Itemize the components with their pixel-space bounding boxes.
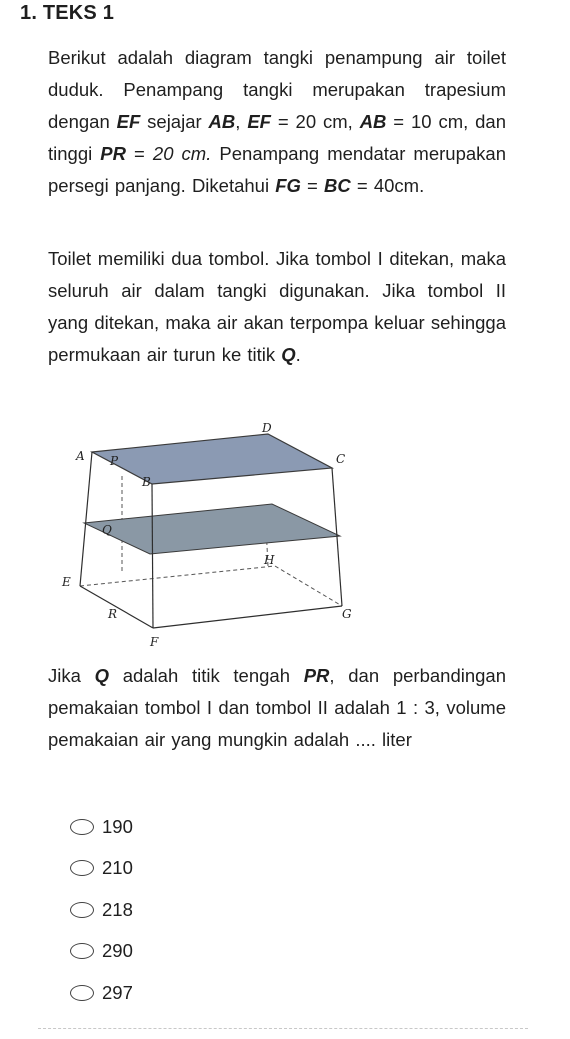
option-5[interactable] — [70, 972, 370, 1014]
edge-bottom-right-back — [275, 566, 342, 606]
question-paragraph-3: Jika Q adalah titik tengah PR, dan perbandingan pemakaian tombol I dan tombol II adalah 1 : 3, volume pemakaian air yang mungkin adalah .... liter — [48, 665, 506, 750]
option-label: 297 — [102, 981, 133, 1003]
divider — [38, 1028, 528, 1029]
option-label: 210 — [102, 857, 133, 879]
label-F: F — [150, 635, 159, 649]
label-G: G — [342, 607, 352, 621]
edge-bottom-back — [80, 566, 275, 586]
label-A: A — [76, 449, 85, 463]
option-label: 290 — [102, 940, 133, 962]
label-R: R — [108, 607, 118, 621]
answer-options — [70, 806, 370, 1014]
question-paragraph-2: Toilet memiliki dua tombol. Jika tombol I ditekan, maka seluruh air dalam tangki digunakan. Jika tombol II yang ditekan, maka air akan terpompa keluar sehingga permukaan air turun ke titik Q. — [48, 248, 506, 365]
label-Q: Q — [102, 523, 112, 537]
question-paragraph-1: Berikut adalah diagram tangki penampung air toilet duduk. Penampang tangki merupakan trapesium dengan EF sejajar AB, EF = 20 cm, AB = 10 cm, dan tinggi PR = 20 cm. Penampang mendatar merupakan persegi panjang. Diketahui FG = BC = 40cm. — [48, 47, 507, 196]
top-water-face — [92, 434, 332, 484]
option-1[interactable] — [70, 806, 370, 848]
option-2[interactable] — [70, 848, 370, 890]
label-C: C — [336, 452, 346, 466]
radio-circle-icon[interactable] — [70, 860, 94, 876]
radio-circle-icon[interactable] — [70, 943, 94, 959]
radio-circle-icon[interactable] — [70, 819, 94, 835]
tank-diagram — [50, 418, 370, 650]
option-4[interactable] — [70, 931, 370, 973]
label-P: P — [110, 454, 119, 468]
radio-circle-icon[interactable] — [70, 902, 94, 918]
edge-front-left — [80, 452, 92, 586]
option-label: 190 — [102, 815, 133, 837]
label-B: B — [142, 475, 151, 489]
label-H: H — [264, 553, 275, 567]
label-E: E — [62, 575, 71, 589]
option-3[interactable] — [70, 889, 370, 931]
edge-bottom-front — [153, 606, 342, 628]
question-title: 1. TEKS 1 — [20, 2, 115, 24]
edge-front-right — [152, 484, 153, 628]
label-D: D — [262, 421, 272, 435]
option-label: 218 — [102, 898, 133, 920]
radio-circle-icon[interactable] — [70, 985, 94, 1001]
